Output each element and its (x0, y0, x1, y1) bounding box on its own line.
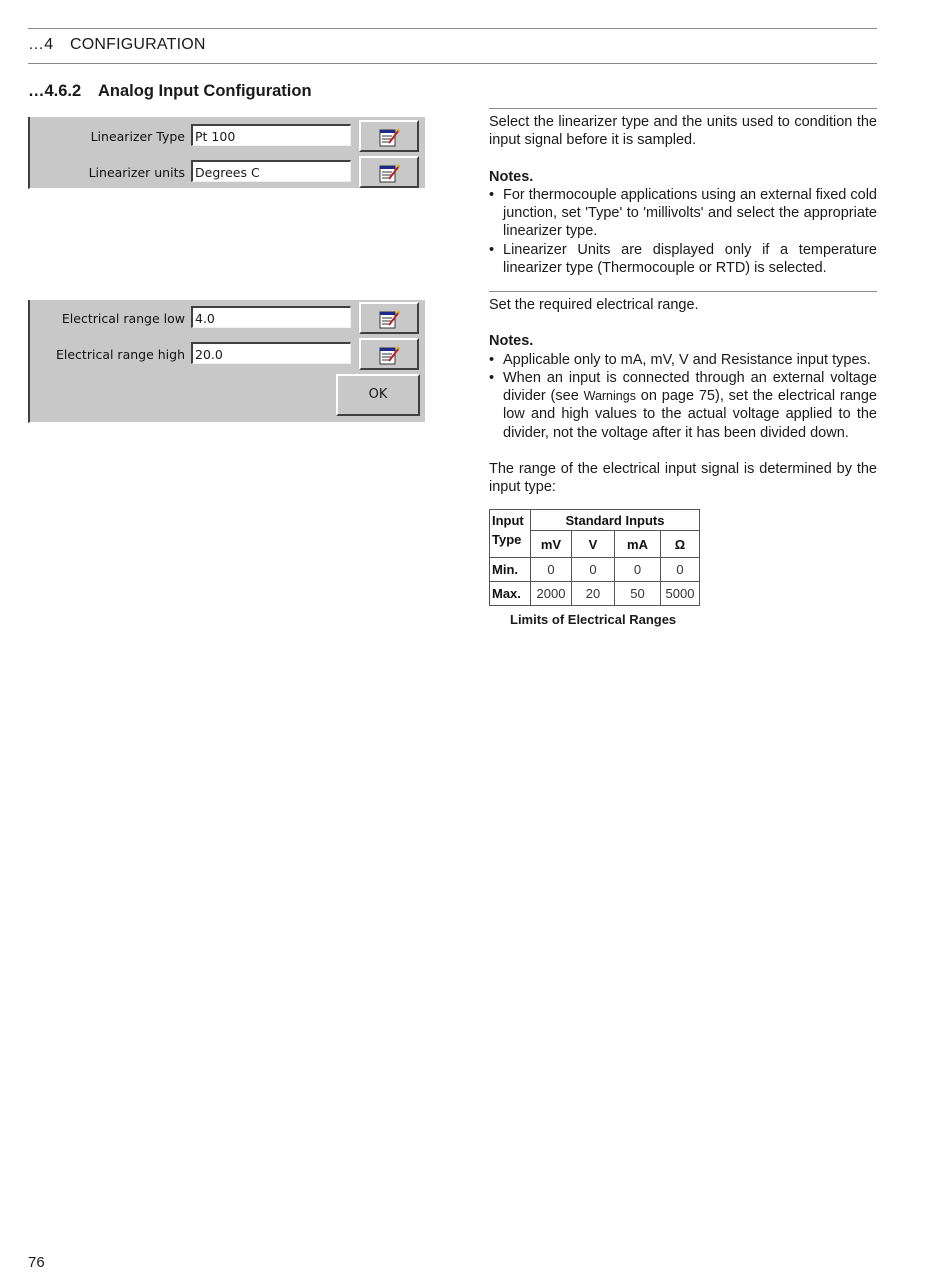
chapter-title: CONFIGURATION (70, 36, 206, 53)
range-low-edit-button[interactable] (359, 302, 419, 334)
edit-list-icon (379, 345, 401, 365)
table-row (490, 558, 700, 582)
section-number: …4.6.2 (28, 82, 82, 100)
table-cell: 0 (531, 558, 572, 582)
column-header: mA (615, 531, 661, 558)
linearizer-type-row (30, 120, 425, 152)
section-title: Analog Input Configuration (98, 82, 312, 100)
linearizer-type-field[interactable]: Pt 100 (191, 124, 351, 146)
table-caption: Limits of Electrical Ranges (510, 612, 677, 627)
text2-rule (489, 291, 877, 292)
chapter-rule (28, 63, 877, 64)
page-number: 76 (28, 1254, 45, 1271)
table-cell: 5000 (661, 582, 700, 606)
column-header: Ω (661, 531, 700, 558)
range-intro: Set the required electrical range. (489, 297, 699, 313)
range-high-edit-button[interactable] (359, 338, 419, 370)
electrical-range-panel (28, 300, 425, 423)
table-cell: 0 (661, 558, 700, 582)
range-low-field[interactable]: 4.0 (191, 306, 351, 328)
linearizer-units-label: Linearizer units (88, 165, 185, 180)
chapter-number: …4 (28, 36, 54, 53)
range-description (489, 296, 877, 497)
range-type-text: The range of the electrical input signal is determined by the input type: (489, 461, 877, 496)
linearizer-units-edit-button[interactable] (359, 156, 419, 188)
range-high-label: Electrical range high (56, 347, 185, 362)
linearizer-notes-heading: Notes. (489, 168, 534, 185)
list-item: • Applicable only to mA, mV, V and Resistance input types. (489, 351, 877, 369)
list-item (489, 369, 877, 442)
corner-header: Input Type (490, 510, 531, 558)
note-text: on page 75), set the electrical range low and high values to the actual voltage applied to the divider, not the voltage after it has been divided down. (503, 388, 877, 441)
table-cell: 0 (572, 558, 615, 582)
group-header: Standard Inputs (531, 510, 700, 531)
range-high-row (30, 338, 425, 370)
edit-list-icon (379, 127, 401, 147)
linearizer-units-field[interactable]: Degrees C (191, 160, 351, 182)
warnings-reference: Warnings (583, 389, 636, 404)
table-cell: 0 (615, 558, 661, 582)
edit-list-icon (379, 163, 401, 183)
linearizer-intro: Select the linearizer type and the units used to condition the input signal before it is sampled. (489, 114, 877, 149)
section-heading (28, 82, 312, 101)
table-cell: 2000 (531, 582, 572, 606)
linearizer-units-row (30, 156, 425, 188)
range-notes-list (489, 351, 877, 442)
column-header: mV (531, 531, 572, 558)
range-low-label: Electrical range low (61, 311, 185, 326)
linearizer-type-label: Linearizer Type (90, 129, 185, 144)
linearizer-panel (28, 117, 425, 189)
row-label: Min. (490, 558, 531, 582)
linearizer-notes-list (489, 186, 877, 277)
range-notes-heading: Notes. (489, 333, 534, 350)
table-cell: 50 (615, 582, 661, 606)
text1-rule (489, 108, 877, 109)
range-low-row (30, 302, 425, 334)
ok-button[interactable]: OK (336, 374, 420, 416)
note-text: When an input is connected through an external voltage divider (see (503, 369, 877, 405)
column-header: V (572, 531, 615, 558)
list-item: • For thermocouple applications using an external fixed cold junction, set 'Type' to 'millivolts' and select the appropriate linearizer type. (489, 186, 877, 241)
table-row (490, 582, 700, 606)
limits-table (489, 509, 700, 606)
linearizer-type-edit-button[interactable] (359, 120, 419, 152)
edit-list-icon (379, 309, 401, 329)
linearizer-description (489, 113, 877, 277)
range-high-field[interactable]: 20.0 (191, 342, 351, 364)
list-item: • Linearizer Units are displayed only if a temperature linearizer type (Thermocouple or RTD) is selected. (489, 241, 877, 278)
table-cell: 20 (572, 582, 615, 606)
top-rule (28, 28, 877, 29)
row-label: Max. (490, 582, 531, 606)
chapter-heading (28, 36, 206, 54)
